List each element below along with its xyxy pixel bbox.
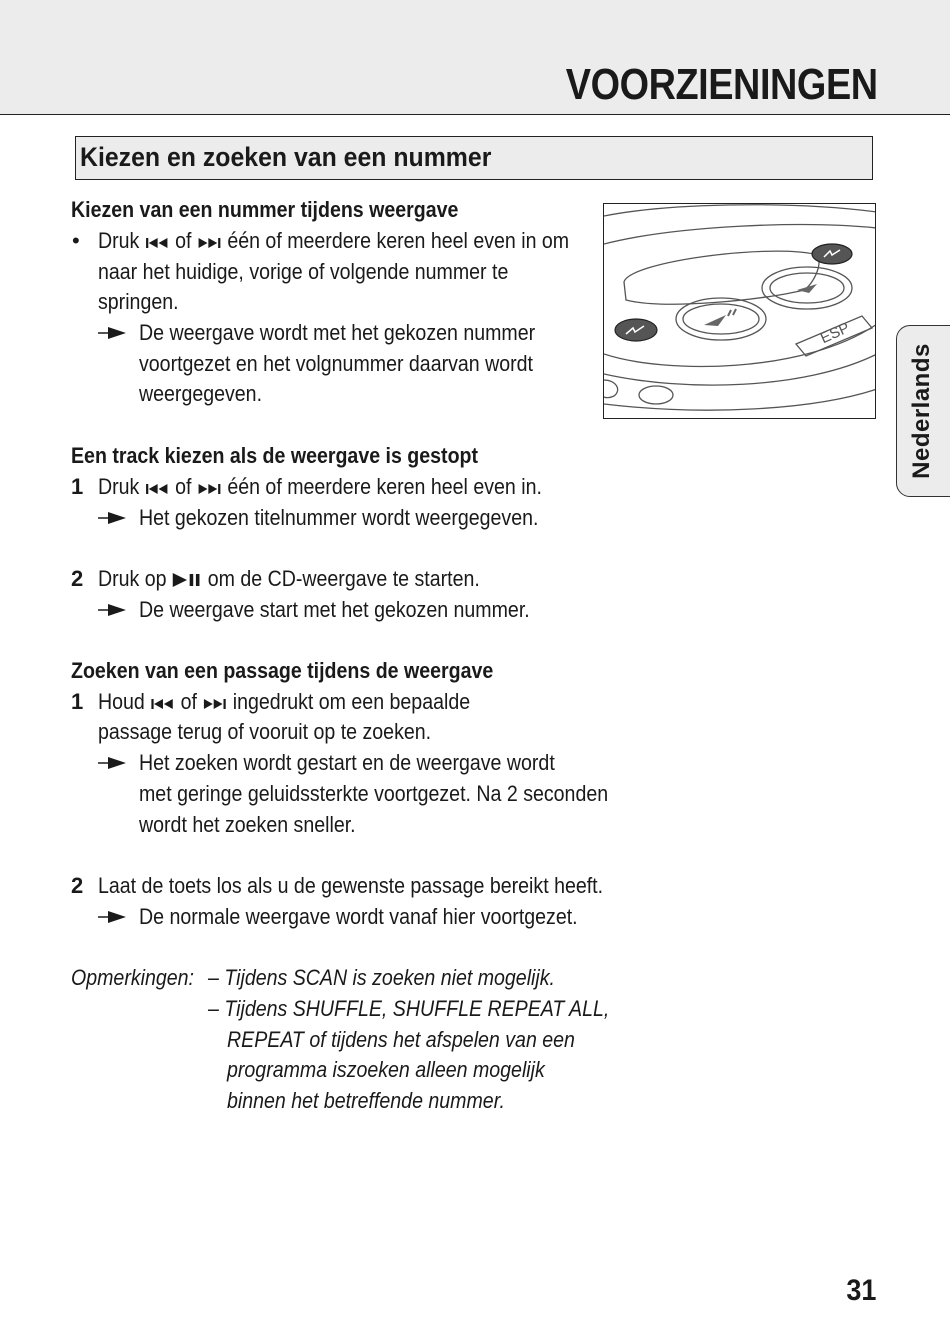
block2-heading: Een track kiezen als de weergave is gestopt <box>71 443 479 468</box>
text: of <box>175 474 192 499</box>
text: of <box>180 689 197 714</box>
note-2-line2: REPEAT of tijdens het afspelen van een <box>227 1027 575 1052</box>
block1-heading: Kiezen van een nummer tijdens weergave <box>71 197 459 222</box>
text: Houd <box>98 689 145 714</box>
block1-result1: De weergave wordt met het gekozen nummer <box>139 320 536 345</box>
result-arrow-icon <box>98 326 128 340</box>
block3-step2: Laat de toets los als u de gewenste passage bereikt heeft. <box>98 873 604 898</box>
result-arrow-icon <box>98 910 128 924</box>
prev-track-icon <box>145 482 170 496</box>
result-arrow-icon <box>98 511 128 525</box>
next-track-icon <box>202 697 227 711</box>
block1-line3: springen. <box>98 289 179 314</box>
block3-step1-result3: wordt het zoeken sneller. <box>139 812 356 837</box>
prev-track-icon <box>150 697 175 711</box>
section-title: Kiezen en zoeken van een nummer <box>80 142 492 172</box>
text: ingedrukt om een bepaalde <box>232 689 471 714</box>
prev-track-icon <box>145 236 170 250</box>
result-arrow-icon <box>98 756 128 770</box>
block3-step1-result2: met geringe geluidssterkte voortgezet. Na 2 seconden <box>139 781 609 806</box>
text: één of meerdere keren heel even in om <box>227 228 570 253</box>
esp-label: ESP <box>817 319 853 348</box>
block3-step1-line2: passage terug of vooruit op te zoeken. <box>98 719 432 744</box>
language-tab-label: Nederlands <box>908 343 935 479</box>
note-1: – Tijdens SCAN is zoeken niet mogelijk. <box>208 965 555 990</box>
block2-step1 <box>98 471 542 502</box>
block3-step1-result1: Het zoeken wordt gestart en de weergave wordt <box>139 750 555 775</box>
chapter-title: VOORZIENINGEN <box>566 60 878 109</box>
block2-step2 <box>98 563 480 594</box>
note-2-line3: programma iszoeken alleen mogelijk <box>227 1057 545 1082</box>
step-number: 2 <box>71 566 84 591</box>
notes-label: Opmerkingen: <box>71 965 194 990</box>
step-number: 1 <box>71 689 84 714</box>
next-track-icon <box>197 236 222 250</box>
result-arrow-icon <box>98 603 128 617</box>
step-number: 1 <box>71 474 84 499</box>
text: één of meerdere keren heel even in. <box>227 474 542 499</box>
block2-step1-result: Het gekozen titelnummer wordt weergegeven. <box>139 505 539 530</box>
text: om de CD-weergave te starten. <box>207 566 480 591</box>
block1-line1 <box>98 225 569 256</box>
block1-result2: voortgezet en het volgnummer daarvan wordt <box>139 351 533 376</box>
block3-heading: Zoeken van een passage tijdens de weergave <box>71 658 494 683</box>
block1-result3: weergegeven. <box>139 381 263 406</box>
block3-step2-result: De normale weergave wordt vanaf hier voortgezet. <box>139 904 578 929</box>
text: Druk <box>98 474 140 499</box>
cd-player-illustration <box>603 203 876 419</box>
note-2-line4: binnen het betreffende nummer. <box>227 1088 505 1113</box>
step-number: 2 <box>71 873 84 898</box>
play-pause-icon <box>172 572 202 588</box>
note-2-line1: – Tijdens SHUFFLE, SHUFFLE REPEAT ALL, <box>208 996 610 1021</box>
next-track-icon <box>197 482 222 496</box>
bullet-marker: • <box>72 228 80 253</box>
block3-step1 <box>98 686 470 717</box>
block2-step2-result: De weergave start met het gekozen nummer. <box>139 597 530 622</box>
section-title-box <box>75 136 873 180</box>
text: Druk <box>98 228 140 253</box>
page-number: 31 <box>845 1274 876 1307</box>
text: Druk op <box>98 566 167 591</box>
text: of <box>175 228 192 253</box>
block1-line2: naar het huidige, vorige of volgende nummer te <box>98 259 509 284</box>
